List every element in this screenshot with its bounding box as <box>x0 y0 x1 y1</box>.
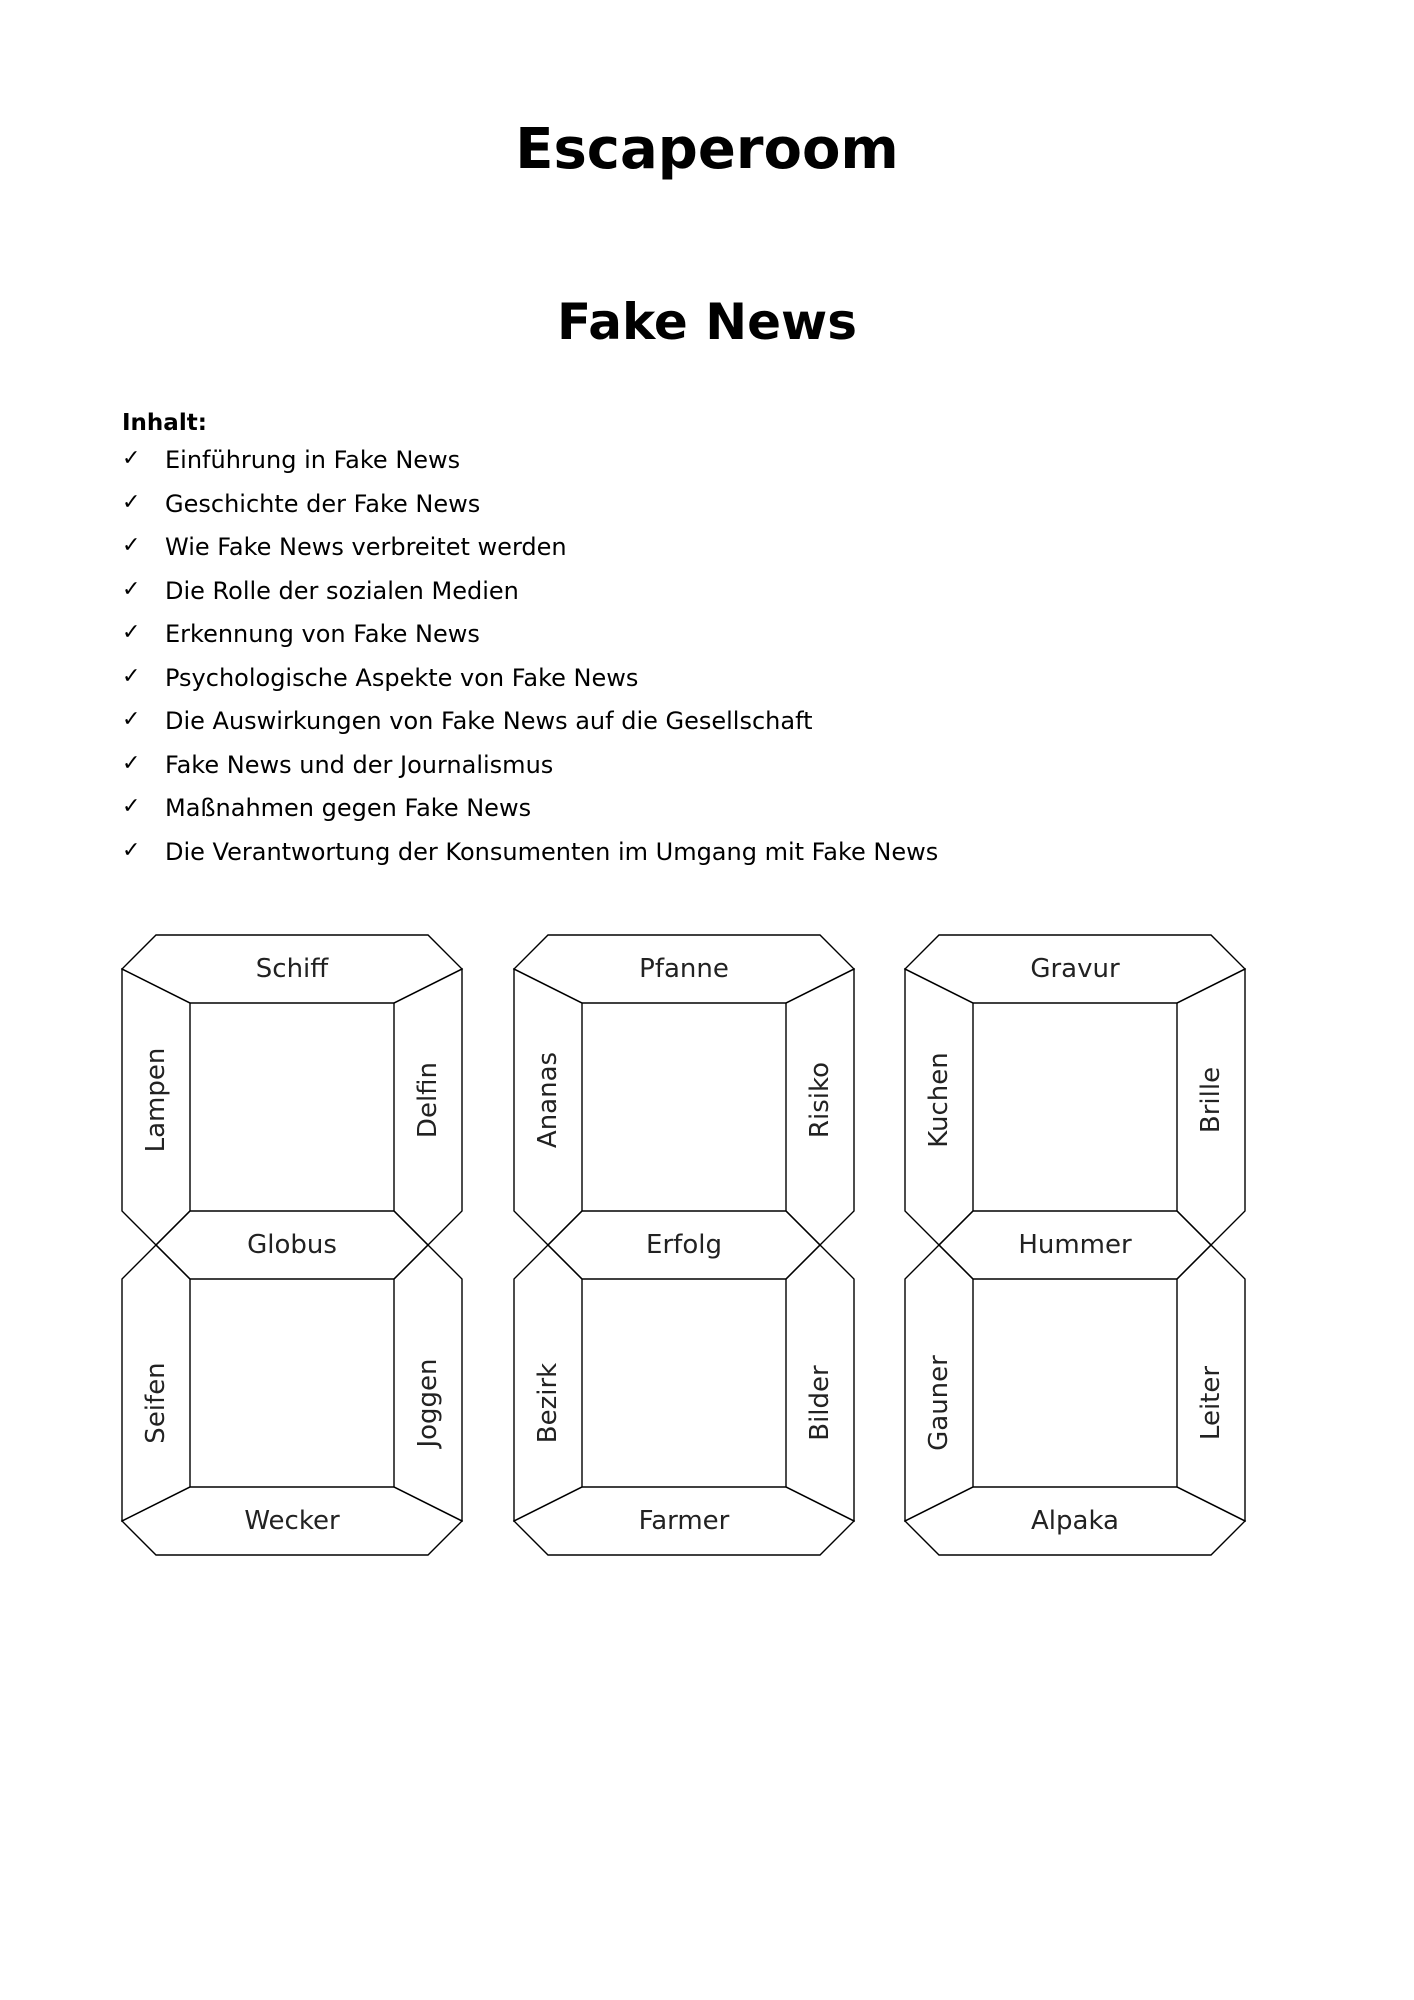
list-item-text: Die Auswirkungen von Fake News auf die Gesellschaft <box>165 707 813 735</box>
checkmark-icon: ✓ <box>122 489 141 515</box>
checkmark-icon: ✓ <box>122 750 141 776</box>
digit-2 <box>514 935 854 1555</box>
checkmark-icon: ✓ <box>122 837 141 863</box>
list-item-text: Wie Fake News verbreitet werden <box>165 533 567 561</box>
segment-label-upper-right: Brille <box>1196 1066 1226 1134</box>
checkmark-icon: ✓ <box>122 446 141 471</box>
list-item-text: Fake News und der Journalismus <box>165 750 554 779</box>
segment-label-lower-right: Bilder <box>805 1365 835 1441</box>
segment-label-middle: Hummer <box>1018 1230 1132 1260</box>
segment-label-upper-left: Ananas <box>533 1051 563 1149</box>
list-item-text: Maßnahmen gegen Fake News <box>165 794 532 822</box>
segment-label-top: Pfanne <box>639 954 729 984</box>
segment-label-lower-right: Leiter <box>1196 1365 1226 1441</box>
segment-label-bottom: Wecker <box>244 1506 340 1536</box>
segment-label-upper-left: Lampen <box>141 1047 171 1153</box>
checkmark-icon: ✓ <box>122 794 141 819</box>
segment-label-lower-left: Bezirk <box>533 1362 563 1444</box>
segment-label-lower-left: Seifen <box>141 1362 171 1444</box>
page-subtitle: Fake News <box>557 293 857 351</box>
segment-label-middle: Erfolg <box>646 1230 722 1260</box>
digit-1 <box>122 935 462 1555</box>
list-item-text: Die Rolle der sozialen Medien <box>165 576 519 605</box>
page-title: Escaperoom <box>515 117 899 182</box>
checkmark-icon: ✓ <box>122 663 141 689</box>
segment-label-upper-left: Kuchen <box>924 1052 954 1148</box>
list-item-text: Einführung in Fake News <box>165 446 461 474</box>
checkmark-icon: ✓ <box>122 707 141 732</box>
segment-label-upper-right: Delfin <box>413 1061 443 1139</box>
digit-3 <box>905 935 1245 1555</box>
segment-label-lower-left: Gauner <box>924 1355 954 1451</box>
checkmark-icon: ✓ <box>122 576 141 602</box>
checkmark-icon: ✓ <box>122 620 141 645</box>
checkmark-icon: ✓ <box>122 533 141 558</box>
segment-label-middle: Globus <box>247 1230 337 1260</box>
segment-label-bottom: Farmer <box>638 1506 730 1536</box>
segment-label-upper-right: Risiko <box>805 1061 835 1139</box>
segment-label-bottom: Alpaka <box>1031 1506 1119 1536</box>
segment-label-top: Schiff <box>255 954 329 984</box>
segment-label-lower-right: Joggen <box>413 1358 443 1448</box>
list-item-text: Erkennung von Fake News <box>165 620 480 648</box>
list-item-text: Psychologische Aspekte von Fake News <box>165 663 639 692</box>
contents-label: Inhalt: <box>122 410 207 436</box>
segment-label-top: Gravur <box>1030 954 1120 984</box>
list-item-text: Geschichte der Fake News <box>165 489 481 518</box>
list-item-text: Die Verantwortung der Konsumenten im Umgang mit Fake News <box>165 837 939 866</box>
